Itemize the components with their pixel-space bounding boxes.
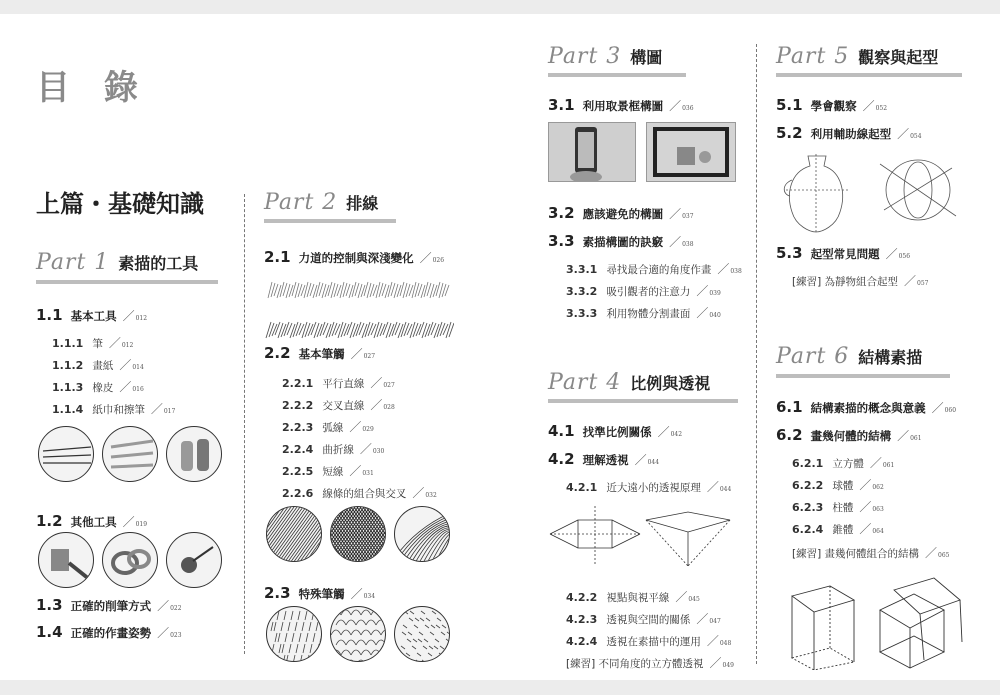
section-1-2[interactable]: 1.2 其他工具 ／019: [36, 512, 148, 530]
section-3-1[interactable]: 3.1 利用取景框構圖 ／036: [548, 96, 694, 114]
section-3-3-3[interactable]: 3.3.3 利用物體分割畫面 ／040: [566, 306, 721, 320]
section-6-1[interactable]: 6.1 結構素描的概念與意義 ／060: [776, 398, 957, 416]
toc-title: 目 錄: [36, 68, 140, 108]
hatching-sample-arc: [394, 506, 450, 562]
special-stroke-grass: [266, 606, 322, 662]
tape-illustration: [102, 532, 158, 588]
pencils-illustration: [38, 426, 94, 482]
section-1-1-2[interactable]: 1.1.2 畫紙 ／014: [52, 358, 144, 372]
erasers-illustration: [166, 426, 222, 482]
viewfinder-frame-photo: [646, 122, 736, 182]
section-2-2[interactable]: 2.2 基本筆觸 ／027: [264, 344, 376, 362]
section-6-2[interactable]: 6.2 畫幾何體的結構 ／061: [776, 426, 922, 444]
part-5-heading: Part 5 觀察與起型: [776, 44, 939, 69]
brush-illustration: [38, 532, 94, 588]
geometric-structure-sketch: [784, 570, 974, 670]
paper-sticks-illustration: [102, 426, 158, 482]
section-3-3[interactable]: 3.3 素描構圖的訣竅 ／038: [548, 232, 694, 250]
section-2-1[interactable]: 2.1 力道的控制與深淺變化 ／026: [264, 248, 445, 266]
section-4-2-2[interactable]: 4.2.2 視點與視平線 ／045: [566, 590, 700, 604]
section-3-3-2[interactable]: 3.3.2 吸引觀者的注意力 ／039: [566, 284, 721, 298]
section-4-2-1[interactable]: 4.2.1 近大遠小的透視原理 ／044: [566, 480, 732, 494]
section-6-2-3[interactable]: 6.2.3 柱體 ／063: [792, 500, 884, 514]
section-6-2-2[interactable]: 6.2.2 球體 ／062: [792, 478, 884, 492]
section-2-2-3[interactable]: 2.2.3 弧線 ／029: [282, 420, 374, 434]
special-stroke-scales: [330, 606, 386, 662]
exercise-4[interactable]: [練習] 不同角度的立方體透視 ／049: [566, 656, 734, 670]
section-3-3-1[interactable]: 3.3.1 尋找最合適的角度作畫 ／038: [566, 262, 742, 276]
section-3-2[interactable]: 3.2 應該避免的構圖 ／037: [548, 204, 694, 222]
column-divider: [756, 44, 757, 664]
section-4-2[interactable]: 4.2 理解透視 ／044: [548, 450, 660, 468]
section-2-2-4[interactable]: 2.2.4 曲折線 ／030: [282, 442, 385, 456]
section-2-2-1[interactable]: 2.2.1 平行直線 ／027: [282, 376, 395, 390]
volume-title: 上篇・基礎知識: [36, 190, 204, 218]
viewfinder-phone-photo: [548, 122, 636, 182]
section-2-3[interactable]: 2.3 特殊筆觸 ／034: [264, 584, 376, 602]
stroke-gradient-illustration: [264, 280, 454, 342]
section-1-1[interactable]: 1.1 基本工具 ／012: [36, 306, 148, 324]
section-2-2-2[interactable]: 2.2.2 交叉直線 ／028: [282, 398, 395, 412]
section-5-1[interactable]: 5.1 學會觀察 ／052: [776, 96, 888, 114]
perspective-diagram: [548, 500, 738, 570]
section-1-1-1[interactable]: 1.1.1 筆 ／012: [52, 336, 134, 350]
section-5-3[interactable]: 5.3 起型常見問題 ／056: [776, 244, 911, 262]
section-4-2-3[interactable]: 4.2.3 透視與空間的關係 ／047: [566, 612, 721, 626]
section-2-2-5[interactable]: 2.2.5 短線 ／031: [282, 464, 374, 478]
section-4-2-4[interactable]: 4.2.4 透視在素描中的運用 ／048: [566, 634, 732, 648]
special-stroke-dashes: [394, 606, 450, 662]
part-3-heading: Part 3 構圖: [548, 44, 663, 69]
section-1-3[interactable]: 1.3 正確的削筆方式 ／022: [36, 596, 182, 614]
exercise-6[interactable]: [練習] 畫幾何體組合的結構 ／065: [792, 546, 950, 560]
hatching-sample-cross: [330, 506, 386, 562]
section-1-1-4[interactable]: 1.1.4 紙巾和擦筆 ／017: [52, 402, 176, 416]
pushpin-illustration: [166, 532, 222, 588]
construction-sketch: [780, 150, 970, 236]
part-4-heading: Part 4 比例與透視: [548, 370, 711, 395]
part-1-heading: Part 1 素描的工具: [36, 250, 199, 275]
hatching-sample-parallel: [266, 506, 322, 562]
section-6-2-1[interactable]: 6.2.1 立方體 ／061: [792, 456, 895, 470]
column-divider: [244, 194, 245, 654]
section-2-2-6[interactable]: 2.2.6 線條的組合與交叉 ／032: [282, 486, 437, 500]
part-6-heading: Part 6 結構素描: [776, 344, 923, 369]
part-2-heading: Part 2 排線: [264, 190, 379, 215]
section-5-2[interactable]: 5.2 利用輔助線起型 ／054: [776, 124, 922, 142]
section-6-2-4[interactable]: 6.2.4 錐體 ／064: [792, 522, 884, 536]
section-4-1[interactable]: 4.1 找準比例關係 ／042: [548, 422, 683, 440]
section-1-4[interactable]: 1.4 正確的作畫姿勢 ／023: [36, 623, 182, 641]
section-1-1-3[interactable]: 1.1.3 橡皮 ／016: [52, 380, 144, 394]
exercise-5[interactable]: [練習] 為靜物組合起型 ／057: [792, 274, 929, 288]
toc-page: [0, 14, 1000, 680]
